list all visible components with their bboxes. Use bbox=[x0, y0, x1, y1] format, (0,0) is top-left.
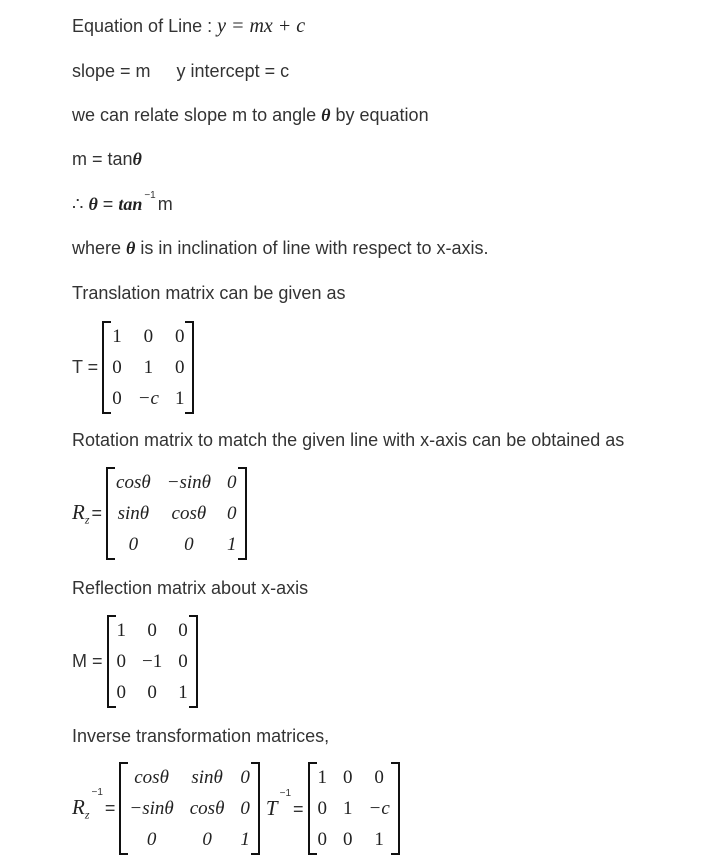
matrix-cell: 1 bbox=[374, 828, 384, 850]
matrix-cell: 0 bbox=[143, 325, 154, 347]
therefore-symbol: ∴ bbox=[72, 194, 89, 214]
rotation-matrix-block bbox=[72, 467, 247, 560]
relate-sentence bbox=[72, 104, 429, 126]
matrix-cell: 0 bbox=[174, 356, 185, 378]
matrix-cell: 0 bbox=[227, 471, 237, 493]
matrix-row bbox=[108, 615, 197, 646]
matrix-cell: 0 bbox=[240, 766, 250, 788]
matrix-cell: 0 bbox=[147, 619, 157, 641]
matrix-cell: 0 bbox=[317, 797, 328, 819]
matrix-row bbox=[108, 677, 197, 708]
matrix-row bbox=[309, 793, 399, 824]
matrix-cell: −sinθ bbox=[129, 797, 174, 819]
equation-prefix: Equation of Line : bbox=[72, 16, 218, 36]
t-inverse-matrix bbox=[308, 762, 400, 855]
matrix-row bbox=[103, 352, 193, 383]
inverse-superscript: −1 bbox=[91, 786, 103, 798]
r-inverse-label bbox=[72, 786, 116, 823]
matrix-cell: 0 bbox=[178, 619, 188, 641]
theta-symbol: θ bbox=[88, 194, 98, 214]
inverse-superscript: −1 bbox=[279, 788, 292, 799]
translation-heading: Translation matrix can be given as bbox=[72, 283, 346, 303]
matrix-row bbox=[120, 762, 259, 793]
matrix-cell: cosθ bbox=[134, 766, 169, 788]
matrix-row bbox=[107, 529, 246, 560]
m-variable: m bbox=[157, 194, 173, 214]
matrix-cell: 1 bbox=[143, 356, 154, 378]
tan-function: tan bbox=[118, 194, 143, 214]
translation-matrix-block bbox=[72, 321, 194, 414]
r-symbol: R bbox=[72, 794, 85, 819]
matrix-row bbox=[120, 824, 259, 855]
m-equals-tan bbox=[72, 148, 142, 170]
theta-symbol: θ bbox=[132, 149, 142, 169]
relate-before: we can relate slope m to angle bbox=[72, 105, 322, 125]
translation-label: T = bbox=[72, 357, 99, 377]
equals-sign: = bbox=[293, 799, 304, 819]
slope-intercept-row bbox=[72, 60, 289, 82]
inverse-matrices-block bbox=[72, 762, 400, 855]
where-after: is in inclination of line with respect to x-axis. bbox=[135, 238, 489, 258]
intercept-text: y intercept = c bbox=[176, 61, 290, 81]
matrix-row bbox=[103, 383, 193, 414]
z-subscript: z bbox=[84, 512, 90, 527]
where-before: where bbox=[72, 238, 127, 258]
matrix-cell: 0 bbox=[112, 356, 122, 378]
r-inverse-matrix bbox=[119, 762, 260, 855]
reflection-heading: Reflection matrix about x-axis bbox=[72, 578, 309, 598]
matrix-cell: cosθ bbox=[189, 797, 225, 819]
matrix-cell: −c bbox=[137, 387, 159, 409]
z-subscript: z bbox=[84, 807, 90, 822]
matrix-cell: 0 bbox=[227, 502, 237, 524]
matrix-cell: 0 bbox=[343, 766, 353, 788]
matrix-cell: cosθ bbox=[171, 502, 207, 524]
matrix-row bbox=[309, 762, 399, 793]
rotation-heading: Rotation matrix to match the given line with x-axis can be obtained as bbox=[72, 430, 625, 450]
matrix-cell: 0 bbox=[147, 681, 157, 703]
matrix-cell: 0 bbox=[178, 650, 188, 672]
matrix-cell: 0 bbox=[202, 828, 212, 850]
matrix-row bbox=[108, 646, 197, 677]
matrix-cell: 1 bbox=[178, 681, 188, 703]
theta-equation bbox=[72, 190, 173, 215]
reflection-matrix-block bbox=[72, 615, 198, 708]
matrix-row bbox=[103, 321, 193, 352]
matrix-cell: sinθ bbox=[191, 766, 223, 788]
matrix-row bbox=[309, 824, 399, 855]
reflection-matrix bbox=[107, 615, 198, 708]
theta-symbol: θ bbox=[126, 238, 136, 258]
matrix-cell: 0 bbox=[112, 387, 122, 409]
matrix-cell: 0 bbox=[116, 650, 127, 672]
matrix-cell: 0 bbox=[184, 533, 194, 555]
t-symbol: T bbox=[265, 796, 278, 820]
matrix-cell: sinθ bbox=[117, 502, 150, 524]
where-sentence bbox=[72, 237, 489, 259]
matrix-cell: cosθ bbox=[116, 471, 151, 493]
matrix-cell: 1 bbox=[343, 797, 353, 819]
equation-of-line bbox=[72, 15, 305, 37]
inverse-heading: Inverse transformation matrices, bbox=[72, 726, 330, 746]
rotation-matrix bbox=[106, 467, 247, 560]
matrix-cell: 0 bbox=[374, 766, 384, 788]
matrix-cell: 0 bbox=[116, 681, 127, 703]
matrix-cell: 1 bbox=[317, 766, 328, 788]
theta-symbol: θ bbox=[321, 105, 331, 125]
matrix-cell: 1 bbox=[116, 619, 127, 641]
r-symbol: R bbox=[72, 499, 85, 524]
matrix-cell: 0 bbox=[146, 828, 157, 850]
matrix-row bbox=[120, 793, 259, 824]
equals-sign: = bbox=[97, 194, 119, 214]
reflection-label: M = bbox=[72, 651, 103, 671]
line-formula: y = mx + c bbox=[217, 15, 306, 37]
matrix-cell: 0 bbox=[174, 325, 185, 347]
rotation-label bbox=[72, 500, 102, 528]
equals-sign: = bbox=[104, 797, 116, 818]
matrix-cell: −sinθ bbox=[166, 471, 212, 493]
m-tan-text: m = tan bbox=[72, 149, 133, 169]
t-inverse-label bbox=[265, 788, 304, 821]
matrix-cell: 0 bbox=[128, 533, 139, 555]
translation-matrix bbox=[102, 321, 194, 414]
matrix-row bbox=[107, 498, 246, 529]
matrix-cell: 0 bbox=[317, 828, 328, 850]
matrix-cell: 1 bbox=[174, 387, 185, 409]
matrix-cell: 1 bbox=[240, 828, 250, 850]
matrix-cell: −c bbox=[368, 797, 390, 819]
inverse-superscript: −1 bbox=[144, 190, 156, 201]
matrix-cell: 0 bbox=[343, 828, 353, 850]
matrix-cell: 1 bbox=[112, 325, 122, 347]
equals-sign: = bbox=[91, 502, 103, 523]
matrix-cell: 0 bbox=[240, 797, 250, 819]
matrix-cell: −1 bbox=[142, 650, 163, 672]
relate-after: by equation bbox=[330, 105, 429, 125]
matrix-row bbox=[107, 467, 246, 498]
slope-text: slope = m bbox=[72, 61, 151, 81]
matrix-cell: 1 bbox=[227, 533, 237, 555]
